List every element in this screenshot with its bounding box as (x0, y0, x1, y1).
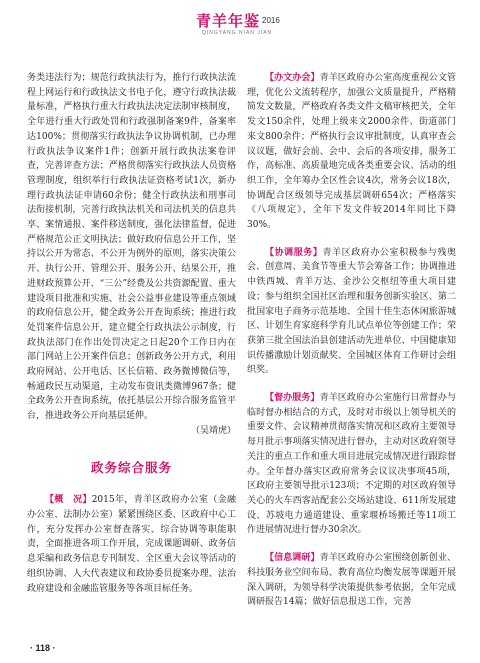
author-signature: （吴靖虎） (190, 425, 236, 436)
yearbook-pinyin-subtitle: QINGYANG NIAN JIAN (202, 30, 273, 36)
overview-tag: 【概 况】 (45, 495, 92, 506)
yearbook-logo-text: 青羊年鉴 (196, 12, 261, 30)
page-header (0, 0, 480, 62)
yearbook-year: 2016 (262, 16, 280, 25)
coord-paragraph (247, 246, 456, 378)
overview-text: 2015年，青羊区政府办公室（金融办公室、法制办公室）紧紧围绕区委、区政府中心工作，充分发挥办公室督查落实、综合协调等职能职责，全面推进各项工作开展，完成课题调研、政务信息采编和政务信息专刊制发、全区重大会议等活动的组织协调、人大代表建议和政协委员提案办理、法治政府建设和金融监管服务等各项目标任务。 (27, 495, 236, 594)
left-column (27, 71, 236, 596)
page-number: · 118 · (30, 643, 56, 653)
supervise-paragraph (247, 391, 456, 538)
supervise-text: 青羊区政府办公室施行日常督办与临时督办相结合的方式，及时对市级以上领导机关的重要文件、会议精神贯彻落实情况和区政府主要领导每月批示事项落实情况进行督办，主动对区政府领导关注的重点工作和重大项目进展完成情况进行跟踪督办。全年督办落实区政府常务会议议决事项45项，区政府主要领导批示123项；不定期的对区政府领导关心的火车西客站配套公交场站建设、611所发展建设、苏坡电力通道建设、重家堰桥场搬迁等11项工作进展情况进行督办30余次。 (247, 393, 456, 536)
section-title: 政务综合服务 (90, 460, 172, 475)
supervise-tag: 【督办服务】 (265, 393, 320, 404)
right-column (247, 71, 456, 610)
info-tag: 【信息调研】 (265, 553, 320, 564)
coord-tag: 【协调服务】 (265, 247, 323, 258)
overview-paragraph (27, 493, 236, 596)
info-paragraph (247, 551, 456, 610)
info-text: 青羊区政府办公室围绕创新创业、科技服务业空间布局、教育高位均衡发展等课题开展深入调研，为领导科学决策提供参考依据，全年完成调研报告14篇；做好信息报送工作，完善 (247, 553, 456, 608)
office-text: 青羊区政府办公室高度重视公文管理，优化公文流转程序，加强公文质量提升，严格精简发文数量，严格政府各类文件文稿审核把关，全年发文150余件，处理上级来文2000余件、街道部门来文800余件；严格执行会议审批制度，认真审查会议议题，做好会前、会中、会后的各项安排，服务工作，高标准、高质量地完成各类重要会议、活动的组织工作，全年筹办全区性会议4次，常务会议18次，协调配合区级领导完成基层调研654次；严格落实《八项规定》，全年下发文件较2014年同比下降30%。 (247, 73, 456, 231)
office-paragraph (247, 71, 456, 233)
office-tag: 【办文办会】 (265, 73, 320, 83)
coord-text: 青羊区政府办公室积极参与残奥会、创意周、美食节等重大节会筹备工作；协调推进中铁西城、青羊万达、金沙公交枢纽等重大项目建设；参与组织全国社区治理和服务创新实验区、第二批国家电子商务示范基地、全国十佳生态休闲旅游城区、计划生育家庭科学育儿试点单位等创建工作；荣获第三批全国法治县创建活动先进单位、中国健康知识传播激励计划贡献奖、全国城区体育工作研讨会组织奖。 (247, 247, 456, 376)
body-paragraph: 务类违法行为；规范行政执法行为，推行行政执法流程上网运行和行政执法文书电子化，遵守行政执法裁量标准，严格执行重大行政执法决定法制审核制度，全年进行重大行政处罚和行政强制备案9件，备案率达100%；贯彻落实行政执法争议协调机制，已办理行政执法争议案件1件；创新开展行政执法案卷评查，完善评查方法；严格贯彻落实行政执法人员资格管理制度，组织举行行政执法证资格考试1次，新办理行政执法证申请60余份；健全行政执法和刑事司法衔接机制，完善行政执法机关和司法机关的信息共享、案情通报、案件移送制度，强化法律监督，促进严格规范公正文明执法；做好政府信息公开工作，坚持以公开为常态、不公开为例外的原则，落实决策公开、执行公开、管理公开、服务公开、结果公开，推进财政预算公开、“三公”经费及公共资源配置、重大建设项目批准和实施、社会公益事业建设等重点领域的政府信息公开，健全政务公开查询系统；推进行政处罚案件信息公开，建立健全行政执法公示制度，行政执法部门在作出处罚决定之日起20个工作日内在部门网站上公开案件信息；创新政务公开方式，利用政府网站、公开电话、区长信箱、政务微博微信等，畅通政民互动渠道，主动发布资讯类微博967条；健全政务公开查询系统，依托基层公开综合服务监管平台，推进政务公开向基层延伸。 (27, 73, 236, 422)
